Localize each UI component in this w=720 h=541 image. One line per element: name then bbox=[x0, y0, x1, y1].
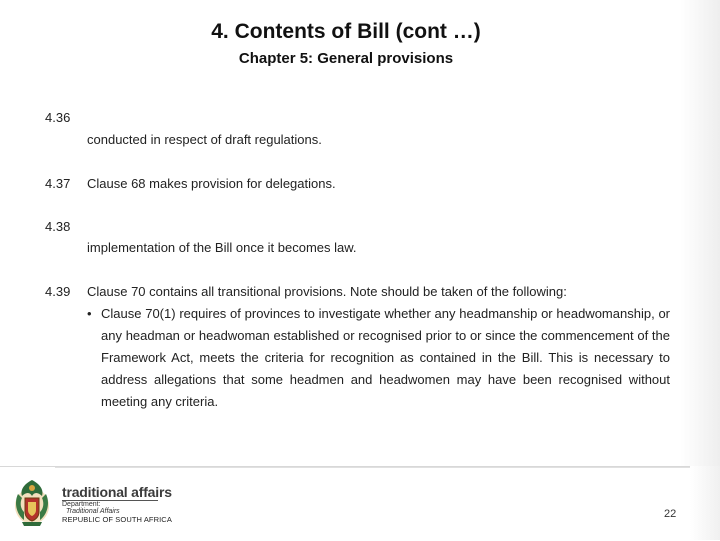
paragraph-line: conducted in respect of draft regulations. bbox=[87, 132, 322, 147]
paragraph-line: Clause 68 makes provision for delegations. bbox=[87, 176, 336, 191]
paragraph-number: 4.39 bbox=[45, 284, 71, 299]
footer bbox=[0, 466, 720, 541]
footer-edge-shade bbox=[690, 466, 720, 540]
paragraph-number: 4.38 bbox=[45, 219, 71, 234]
country-name: REPUBLIC OF SOUTH AFRICA bbox=[62, 515, 172, 524]
slide-title: 4. Contents of Bill (cont …) bbox=[211, 20, 481, 43]
page-number: 22 bbox=[664, 508, 677, 520]
bullet-text: Clause 70(1) requires of provinces to investigate whether any headmanship or headwomanship, or any headman or headwoman established or recognised prior to or since the commencement of the Framework Act, meets the criteria for recognition as contained in the Bill. This is necessary to address allegations that some headmen and headwomen may have been recognised without meeting any criteria. bbox=[101, 306, 670, 409]
brand-name: traditional affairs bbox=[62, 484, 172, 500]
paragraph-number: 4.36 bbox=[45, 110, 71, 125]
paragraph-number: 4.37 bbox=[45, 176, 71, 191]
bullet-item bbox=[87, 303, 670, 413]
coat-of-arms-icon bbox=[10, 476, 54, 528]
paragraph-line: Clause 70 contains all transitional provisions. Note should be taken of the following: bbox=[87, 284, 567, 299]
department-name: Traditional Affairs bbox=[66, 508, 120, 515]
footer-divider bbox=[55, 467, 695, 468]
department-label: Department: bbox=[62, 501, 101, 508]
right-edge-shade bbox=[680, 0, 720, 470]
paragraph-line: implementation of the Bill once it becomes law. bbox=[87, 240, 357, 255]
bullet-marker: • bbox=[87, 306, 92, 321]
slide-subtitle: Chapter 5: General provisions bbox=[238, 50, 454, 67]
